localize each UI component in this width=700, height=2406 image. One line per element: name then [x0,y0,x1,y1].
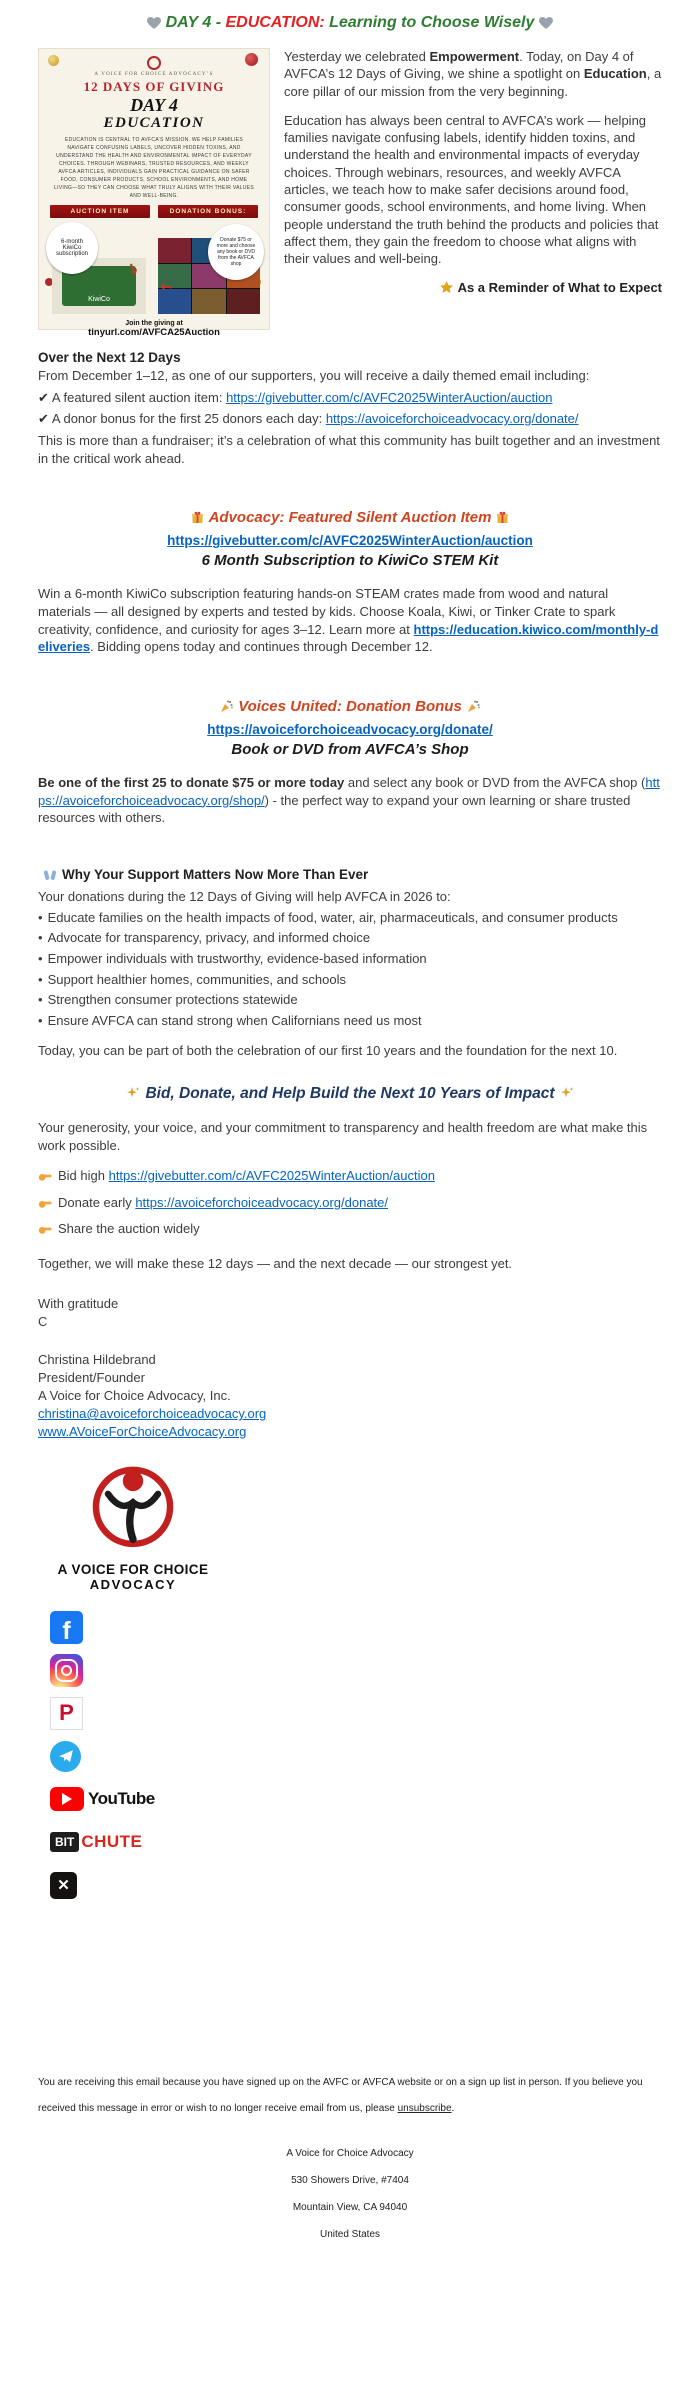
footer-org: A Voice for Choice Advocacy [286,2148,414,2160]
bonus-section [38,698,662,827]
auction-subheading: 6 Month Subscription to KiwiCo STEM Kit [201,552,499,570]
arrow-icon: ➘ [124,259,143,280]
expect-closing: This is more than a fundraiser; it’s a celebration of what this community has built together and an investment in the critical work ahead. [38,433,660,466]
social-links [38,1610,662,1902]
flyer-logo-icon [147,56,161,70]
flyer-join-url: tinyurl.com/AVFCA25Auction [88,326,220,338]
signer-name: Christina Hildebrand [38,1352,156,1368]
signer-title: President/Founder [38,1370,145,1386]
cta-closing: Together, we will make these 12 days — and the next decade — our strongest yet. [38,1256,513,1272]
signer-org: A Voice for Choice Advocacy, Inc. [38,1388,231,1404]
gift-icon [496,511,509,528]
expect-section [38,350,662,467]
bullet-icon: • [38,930,43,946]
flyer-join-block [38,320,270,338]
party-popper-icon [220,700,233,717]
bonus-body: Be one of the first 25 to donate $75 or more today and select any book or DVD from the AVFCA shop (https://avoiceforchoiceadvocacy.org/shop/) - the perfect way to expand your own learning or share trusted resources with others. [38,775,660,826]
pointing-hand-icon [38,1169,52,1188]
auction-section [38,509,662,656]
intro-text: . Today, on Day 4 of AVFCA’s 12 Days of Giving, we shine a spotlight on [284,49,634,82]
intro-paragraph-1 [284,48,662,100]
footer-city: Mountain View, CA 94040 [292,2202,408,2214]
avfca-logo [38,1455,228,1592]
facebook-icon[interactable]: f [50,1610,662,1644]
sparkles-icon [560,1086,574,1105]
donation-bonus-bubble: Donate $75 or more and choose any book or DVD from the AVFCA shop [208,224,264,280]
intro-text: Yesterday we celebrated [284,49,430,64]
gratitude-text: With gratitude [38,1295,119,1311]
pointing-hand-icon [38,1222,52,1241]
cta-heading: Bid, Donate, and Help Build the Next 10 Years of Impact [38,1085,662,1105]
winter-auction-link[interactable]: https://givebutter.com/c/AVFC2025WinterAuction/auction [226,389,553,405]
star-icon [440,281,453,298]
gratitude-block [38,1295,662,1331]
telegram-icon[interactable] [50,1739,662,1773]
check-icon: ✔ [38,389,49,405]
education-bold: Education [583,66,647,82]
support-heading: Why Your Support Matters Now More Than Ever [38,867,662,884]
gift-icon [191,511,204,528]
cta-bid-row: Bid high https://givebutter.com/c/AVFC2025WinterAuction/auction [38,1167,662,1188]
flyer-campaign-title: 12 DAYS OF GIVING [83,79,225,94]
flyer-bonus-column [155,222,260,314]
intro-section [38,48,662,338]
support-bullet: • Advocate for transparency, privacy, and informed choice [38,930,371,946]
sparkles-icon [126,1086,140,1105]
youtube-icon[interactable]: YouTube [50,1782,662,1816]
bullet-icon: • [38,1013,43,1029]
auction-item-banner: AUCTION ITEM [50,205,150,218]
footer-disclaimer: You are receiving this email because you have signed up on the AVFC or AVFCA website or on a sign up list in person. If you believe you received this message in error or wish to no longer receive email from us, please unsubscribe. [38,2077,643,2115]
unsubscribe-link[interactable]: unsubscribe [397,2103,452,2115]
title-text-education: EDUCATION: [225,14,325,31]
cta-share-row: Share the auction widely [38,1220,662,1241]
flyer-description: EDUCATION IS CENTRAL TO AVFCA’S MISSION. WE HELP FAMILIES NAVIGATE CONFUSING LABELS, UNCOVER HIDDEN TOXINS, AND UNDERSTAND THE HEALTH AND ENVIRONMENTAL IMPACT OF EVERYDAY CHOICES. THROUGH WEBINARS, TRUSTED RESOURCES, AND WEEKLY AVFCA ARTICLES, INDIVIDUALS GAIN PRACTICAL GUIDANCE ON SAFER FOOD, CONSUMER PRODUCTS, SCHOOL ENVIRONMENTS, AND HOME LIVING—SO THEY CAN CHOOSE WHAT TRULY ALIGNS WITH THEIR VALUES AND WELL-BEING. [54,136,255,199]
bullet-icon: • [38,971,43,987]
ornament-icon [245,53,258,66]
cta-auction-link[interactable]: https://givebutter.com/c/AVFC2025WinterAuction/auction [108,1167,435,1183]
bullet-icon: • [38,992,43,1008]
signature-initial: C [38,1314,48,1330]
bonus-subheading: Book or DVD from AVFCA’s Shop [231,741,469,759]
raised-hands-icon [43,869,57,884]
flyer-banners [38,200,270,222]
support-bullet: • Support healthier homes, communities, and schools [38,971,346,987]
flyer-brand: A VOICE FOR CHOICE ADVOCACY’S [94,72,214,77]
expect-lead: From December 1–12, as one of our supporters, you will receive a daily themed email including: [38,368,590,383]
signature-block [38,1351,662,1441]
flyer-auction-column [48,222,150,314]
auction-heading: Advocacy: Featured Silent Auction Item [38,509,662,528]
support-bullet: • Strengthen consumer protections statewide [38,992,298,1008]
support-bullet: • Ensure AVFCA can stand strong when Californians need us most [38,1013,422,1029]
donation-bonus-banner: DONATION BONUS: [158,205,258,218]
kiwico-box: KiwiCo [62,266,136,306]
expect-heading: Over the Next 12 Days [38,350,181,365]
flyer-join-text: Join the giving at [125,319,183,327]
parler-icon[interactable]: P [50,1696,662,1730]
bitchute-icon[interactable]: BIT CHUTE [50,1825,662,1859]
instagram-icon[interactable] [50,1653,662,1687]
expect-item-auction: ✔ A featured silent auction item: https://givebutter.com/c/AVFC2025WinterAuction/auction [38,389,553,405]
hands-heart-icon [147,16,161,34]
party-popper-icon [467,700,480,717]
pointing-hand-icon [38,1196,52,1215]
title-text-2: Learning to Choose Wisely [324,14,535,31]
logo-text-line1: A VOICE FOR CHOICE [57,1562,209,1578]
intro-text-column [284,48,662,330]
footer-street: 530 Showers Drive, #7404 [291,2175,409,2187]
bonus-heading: Voices United: Donation Bonus [38,698,662,717]
support-bullet: • Empower individuals with trustworthy, evidence-based information [38,951,427,967]
page-title [38,14,662,34]
signer-email-link[interactable]: christina@avoiceforchoiceadvocacy.org [38,1406,267,1422]
intro-text: , a core pillar of our mission from the very beginning. [284,66,662,99]
check-icon: ✔ [38,411,49,427]
donate-center-link[interactable]: https://avoiceforchoiceadvocacy.org/donate/ [207,722,493,738]
arrow-icon: ➘ [155,275,177,298]
shop-link[interactable]: https://avoiceforchoiceadvocacy.org/shop/ [38,775,660,808]
flyer-columns [38,222,270,314]
hands-heart-icon [539,16,553,34]
footer-country: United States [319,2229,381,2241]
avfca-logo-icon [81,1455,185,1555]
auction-center-link[interactable]: https://givebutter.com/c/AVFC2025WinterAuction/auction [167,533,533,549]
bullet-icon: • [38,909,43,925]
auction-item-bubble: 6-month KiwiCo subscription [46,222,98,274]
support-closing: Today, you can be part of both the celebration of our first 10 years and the foundation for the next 10. [38,1042,618,1058]
kiwico-link[interactable]: https://education.kiwico.com/monthly-deliveries [38,621,659,655]
ornament-icon [48,55,59,66]
cta-section [38,1085,662,1273]
support-section [38,867,662,1059]
donate-link[interactable]: https://avoiceforchoiceadvocacy.org/donate/ [325,411,579,427]
expect-item-bonus: ✔ A donor bonus for the first 25 donors each day: https://avoiceforchoiceadvocacy.org/donate/ [38,411,579,427]
cta-lead: Your generosity, your voice, and your commitment to transparency and health freedom are what make this work possible. [38,1120,648,1154]
bullet-icon: • [38,951,43,967]
cta-donate-link[interactable]: https://avoiceforchoiceadvocacy.org/donate/ [135,1194,389,1210]
flyer-image [38,48,270,338]
flyer-day: DAY 4 [130,95,178,115]
footer-address [38,2148,662,2240]
auction-body: Win a 6-month KiwiCo subscription featuring hands-on STEAM crates made from wood and natural materials — all designed by experts and tested by kids. Choose Koala, Kiwi, or Tinker Crate to spark creativity, confidence, and curiosity for ages 3–12. Learn more at https://education.kiwico.com/monthly-deliveries. Bidding opens today and continues through December 12. [38,586,659,655]
empowerment-bold: Empowerment [429,49,520,64]
cta-donate-row: Donate early https://avoiceforchoiceadvocacy.org/donate/ [38,1194,662,1215]
signer-website-link[interactable]: www.AVoiceForChoiceAdvocacy.org [38,1424,247,1440]
title-text-1: DAY 4 - [165,14,226,31]
logo-text-line2: ADVOCACY [89,1577,177,1593]
reminder-note: As a Reminder of What to Expect [284,279,662,298]
flyer-theme: EDUCATION [103,114,205,131]
support-lead: Your donations during the 12 Days of Giving will help AVFCA in 2026 to: [38,889,451,905]
support-bullet: • Educate families on the health impacts of food, water, air, pharmaceuticals, and consumer products [38,909,618,925]
intro-paragraph-2: Education has always been central to AVFCA’s work — helping families navigate confusing labels, identify hidden toxins, and understand the health and environmental impacts of everyday choices. Through webinars, resources, and weekly AVFCA articles, we teach how to make safer decisions around food, consumer goods, school environments, and home living. When people understand the truth behind the products and policies that affect them, they gain the freedom to choose what aligns with their values and well-being. [284,112,659,267]
x-twitter-icon[interactable]: ✕ [50,1868,662,1902]
